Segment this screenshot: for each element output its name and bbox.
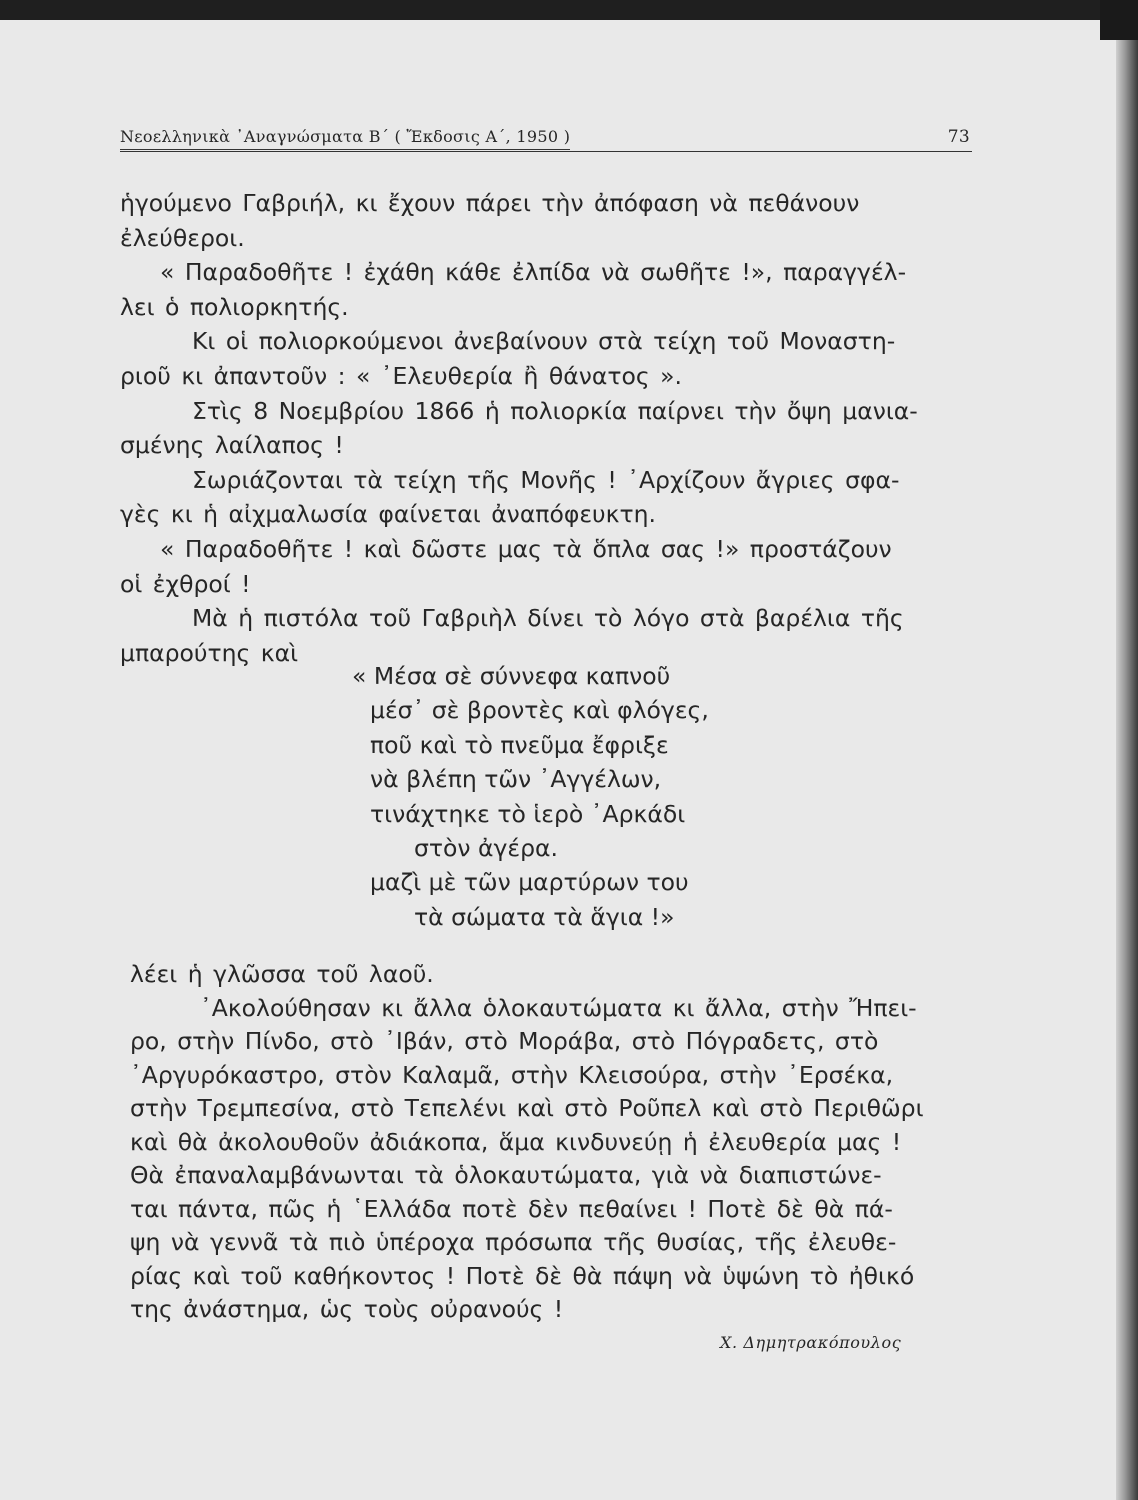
text-line: « Παραδοθῆτε ! ἐχάθη κάθε ἐλπίδα νὰ σωθῆτε !», παραγγέλ- [160,258,907,287]
text-block-1 [120,186,980,670]
text-line: μπαρούτης καὶ [120,638,299,667]
poem-line: νὰ βλέπη τῶν ᾿Αγγέλων, [370,765,662,794]
scan-edge-right [1116,0,1138,1500]
running-header [120,127,972,155]
text-line: ρο, στὴν Πίνδο, στὸ ᾿Ιβάν, στὸ Μοράβα, στὸ Πόγραδετς, στὸ [130,1027,879,1055]
text-line: ᾿Αργυρόκαστρο, στὸν Καλαμᾶ, στὴν Κλεισούρα, στὴν ᾿Ερσέκα, [130,1060,894,1089]
header-title: Νεοελληνικὰ ᾿Αναγνώσματα Β΄ ( Ἔκδοσις Α΄, 1950 ) [120,127,570,150]
text-line: της ἀνάστημα, ὡς τοὺς οὐρανούς ! [130,1295,564,1323]
poem-line: « Μέσα σὲ σύννεφα καπνοῦ [352,662,671,690]
text-line: Σωριάζονται τὰ τείχη τῆς Μονῆς ! ᾿Αρχίζουν ἄγριες σφα- [192,465,900,494]
text-line: ἐλεύθεροι. [120,223,245,252]
text-line: ρίας καὶ τοῦ καθήκοντος ! Ποτὲ δὲ θὰ πάψη νὰ ὑψώνη τὸ ἠθικό [130,1261,915,1290]
poem-line: στὸν ἀγέρα. [414,833,558,862]
text-line: Μὰ ἡ πιστόλα τοῦ Γαβριὴλ δίνει τὸ λόγο στὰ βαρέλια τῆς [192,604,904,633]
text-line: Στὶς 8 Νοεμβρίου 1866 ἡ πολιορκία παίρνει τὴν ὄψη μανια- [192,396,918,425]
text-line: ριοῦ κι ἀπαντοῦν : « ᾿Ελευθερία ἢ θάνατος ». [120,361,682,390]
poem-line: μέσ᾿ σὲ βροντὲς καὶ φλόγες, [370,696,709,725]
author-signature: Χ. Δημητρακόπουλος [720,1333,902,1352]
poem-line: ποῦ καὶ τὸ πνεῦμα ἔφριξε [370,730,669,759]
text-line: ται πάντα, πῶς ἡ ῾Ελλάδα ποτὲ δὲν πεθαίνει ! Ποτὲ δὲ θὰ πά- [130,1194,893,1223]
poem-line: μαζὶ μὲ τῶν μαρτύρων του [370,868,689,897]
poem-line: τὰ σώματα τὰ ἅγια !» [414,902,675,931]
text-line: καὶ θὰ ἀκολουθοῦν ἀδιάκοπα, ἅμα κινδυνεύῃ ἡ ἐλευθερία μας ! [130,1127,902,1156]
text-block-2 [130,958,980,1327]
text-line: γὲς κι ἡ αἰχμαλωσία φαίνεται ἀναπόφευκτη. [120,500,656,529]
text-line: ἡγούμενο Γαβριήλ, κι ἔχουν πάρει τὴν ἀπόφαση νὰ πεθάνουν [120,189,860,217]
text-line: Κι οἱ πολιορκούμενοι ἀνεβαίνουν στὰ τείχη τοῦ Μοναστη- [192,327,896,356]
text-line: λέει ἡ γλῶσσα τοῦ λαοῦ. [130,960,434,988]
page-number: 73 [947,127,970,147]
scan-edge-corner [1100,0,1138,40]
text-line: ᾿Ακολούθησαν κι ἄλλα ὁλοκαυτώματα κι ἄλλα, στὴν Ἤπει- [200,993,917,1022]
text-line: ψη νὰ γεννᾶ τὰ πιὸ ὑπέροχα πρόσωπα τῆς θυσίας, τῆς ἐλευθε- [130,1228,897,1256]
text-line: « Παραδοθῆτε ! καὶ δῶστε μας τὰ ὅπλα σας !» προστάζουν [160,534,892,563]
text-line: λει ὁ πολιορκητής. [120,292,349,321]
scan-edge-top [0,0,1120,20]
text-line: Θὰ ἐπαναλαμβάνωνται τὰ ὁλοκαυτώματα, γιὰ νὰ διαπιστώνε- [130,1161,882,1189]
poem-line: τινάχτηκε τὸ ἱερὸ ᾿Αρκάδι [370,799,686,828]
poem-block [352,659,709,934]
header-rule [120,151,972,152]
text-line: στὴν Τρεμπεσίνα, στὸ Τεπελένι καὶ στὸ Ροῦπελ καὶ στὸ Περιθῶρι [130,1094,924,1122]
text-line: οἱ ἐχθροί ! [120,569,251,598]
text-line: σμένης λαίλαπος ! [120,431,344,460]
